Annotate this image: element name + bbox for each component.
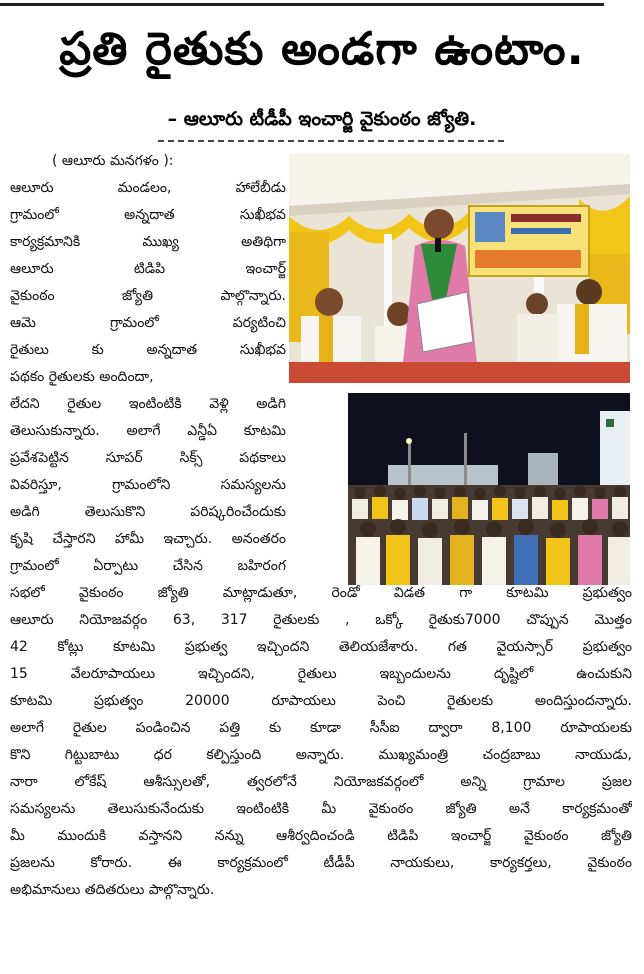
top-rule: [0, 3, 604, 6]
article-line: అడిగి తెలుసుకొని పరిష్కరించేందుకు: [10, 504, 286, 520]
article-line: రైతులు కు అన్నదాత సుఖీభవ: [10, 342, 286, 358]
headline: ప్రతి రైతుకు అండగా ఉంటాం.: [59, 22, 585, 75]
article-line: నారా లోకేష్ ఆశీస్సులతో, త్వరలోనే నియోజకవర్గంలో అన్ని గ్రామాల ప్రజల: [10, 774, 632, 790]
article-line: ఆలూరు మండలం, హాలేబీడు: [10, 180, 286, 196]
article-line: ఆలూరు నియోజవర్గం 63, 317 రైతులకు , ఒక్కో రైతుకు7000 చొప్పున మొత్తం: [10, 612, 632, 628]
article-line: ప్రజలను కోరారు. ఈ కార్యక్రమంలో టీడీపీ నాయకులు, కార్యకర్తలు, వైకుంఠం: [10, 855, 632, 871]
article-line: ఆమె గ్రామంలో పర్యటించి: [10, 315, 286, 331]
article-line: కొని గిట్టుబాటు ధర కల్పిస్తుంది అన్నారు. ముఖ్యమంత్రి చంద్రబాబు నాయుడు,: [10, 747, 632, 763]
article-line: 15 వేలరూపాయలు ఇచ్చిందని, రైతులు ఇబ్బందులను దృష్టిలో ఉంచుకుని: [10, 666, 632, 682]
article-line: తెలుసుకున్నారు. అలాగే ఎన్డీఏ కూటమి: [10, 423, 286, 439]
byline: – ఆలూరు టీడీపీ ఇంచార్జి వైకుంఠం జ్యోతి.: [167, 108, 477, 130]
article-body: [10, 148, 632, 904]
article-line: 42 కోట్లు కూటమి ప్రభుత్వ ఇచ్చిందని తెలియజేశారు. గత వైయస్సార్ ప్రభుత్వం: [10, 639, 632, 655]
article-line: మీ ముందుకి వస్తానని నన్ను ఆశీర్వదించండి టిడిపి ఇంచార్జ్ వైకుంఠం జ్యోతి: [10, 828, 632, 844]
article-line: కూటమి ప్రభుత్వం 20000 రూపాయలు పెంచి రైతులకు అందిస్తుందన్నారు.: [10, 693, 632, 709]
article-line: కార్యక్రమానికి ముఖ్య అతిథిగా: [10, 234, 286, 250]
article-line: ( ఆలూరు మనగళం ):: [52, 153, 174, 169]
article-line: అలాగే రైతుల పండించిన పత్తి కు కూడా సీసీఐ ద్వారా 8,100 రూపాయలకు: [10, 720, 632, 736]
article-line: లేదని రైతుల ఇంటింటికి వెళ్లి అడిగి: [10, 396, 286, 412]
article-line: సమస్యలను తెలుసుకునేందుకు ఇంటింటికి మీ వైకుంఠం జ్యోతి అనే కార్యక్రమంతో: [10, 801, 632, 817]
byline-underline: [158, 140, 504, 142]
article-line: సభలో వైకుంఠం జ్యోతి మాట్లాడుతూ, రెండో విడత గా కూటమి ప్రభుత్వం: [10, 585, 632, 601]
article-line: ప్రవేశపెట్టిన సూపర్ సిక్స్ పథకాలు: [10, 450, 286, 466]
article-line: అభిమానులు తదితరులు పాల్గొన్నారు.: [10, 882, 215, 898]
article-line: గ్రామంలో ఏర్పాటు చేసిన బహిరంగ: [10, 558, 286, 574]
article-line: వైకుంఠం జ్యోతి పాల్గొన్నారు.: [10, 288, 286, 304]
article-line: గ్రామంలో అన్నదాత సుఖీభవ: [10, 207, 286, 223]
article-line: పథకం రైతులకు అందిందా,: [10, 369, 154, 385]
article-line: వివరిస్తూ, గ్రామంలోని సమస్యలను: [10, 477, 286, 493]
article-line: కృషి చేస్తారని హామీ ఇచ్చారు. అనంతరం: [10, 531, 286, 547]
article-line: ఆలూరు టిడిపి ఇంచార్జ్: [10, 261, 286, 277]
